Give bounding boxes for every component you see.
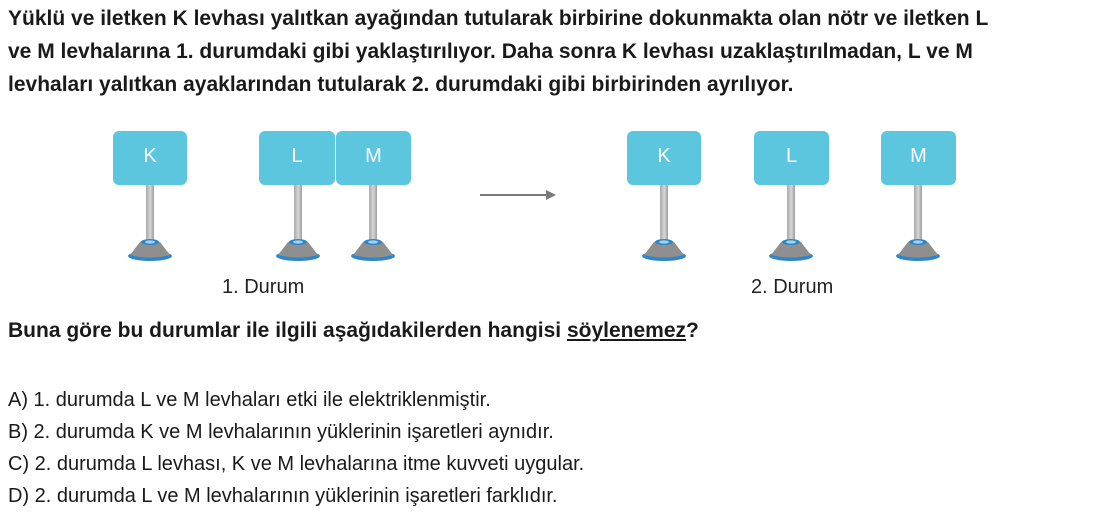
state1-stand-l [274, 232, 322, 262]
arrow-right-icon [478, 187, 558, 203]
state1-plate-l: L [259, 131, 335, 185]
choice-a[interactable]: A) 1. durumda L ve M levhaları etki ile elektriklenmiştir. [8, 389, 491, 411]
state1-plate-m: M [336, 131, 411, 185]
answer-choices [8, 384, 584, 512]
choice-c[interactable]: C) 2. durumda L levhası, K ve M levhalarına itme kuvveti uygular. [8, 453, 585, 475]
state1-stand-m [349, 232, 397, 262]
question-stem [8, 319, 699, 343]
intro-line-3: levhaları yalıtkan ayaklarından tutularak 2. durumdaki gibi birbirinden ayrılıyor. [8, 73, 794, 96]
state2-stand-m [894, 232, 942, 262]
choice-d[interactable]: D) 2. durumda L ve M levhalarının yüklerinin işaretleri farklıdır. [8, 485, 558, 507]
state1-label: 1. Durum [222, 276, 305, 298]
state1-stand-k [126, 232, 174, 262]
choice-b[interactable]: B) 2. durumda K ve M levhalarının yüklerinin işaretleri aynıdır. [8, 421, 554, 443]
state2-stand-l [767, 232, 815, 262]
state2-plate-k: K [627, 131, 701, 185]
state2-stand-k [640, 232, 688, 262]
state2-plate-m: M [881, 131, 956, 185]
state1-plate-k: K [113, 131, 187, 185]
question-suffix: ? [686, 319, 699, 342]
intro-line-1: Yüklü ve iletken K levhası yalıtkan ayağından tutularak birbirine dokunmakta olan nötr ve iletken L [8, 7, 989, 30]
state2-label: 2. Durum [751, 276, 834, 298]
intro-line-2: ve M levhalarına 1. durumdaki gibi yaklaştırılıyor. Daha sonra K levhası uzaklaştırılmadan, L ve M [8, 40, 973, 63]
question-prefix: Buna göre bu durumlar ile ilgili aşağıdakilerden hangisi [8, 319, 567, 342]
question-underlined-word: söylenemez [566, 319, 687, 342]
state2-plate-l: L [754, 131, 829, 185]
